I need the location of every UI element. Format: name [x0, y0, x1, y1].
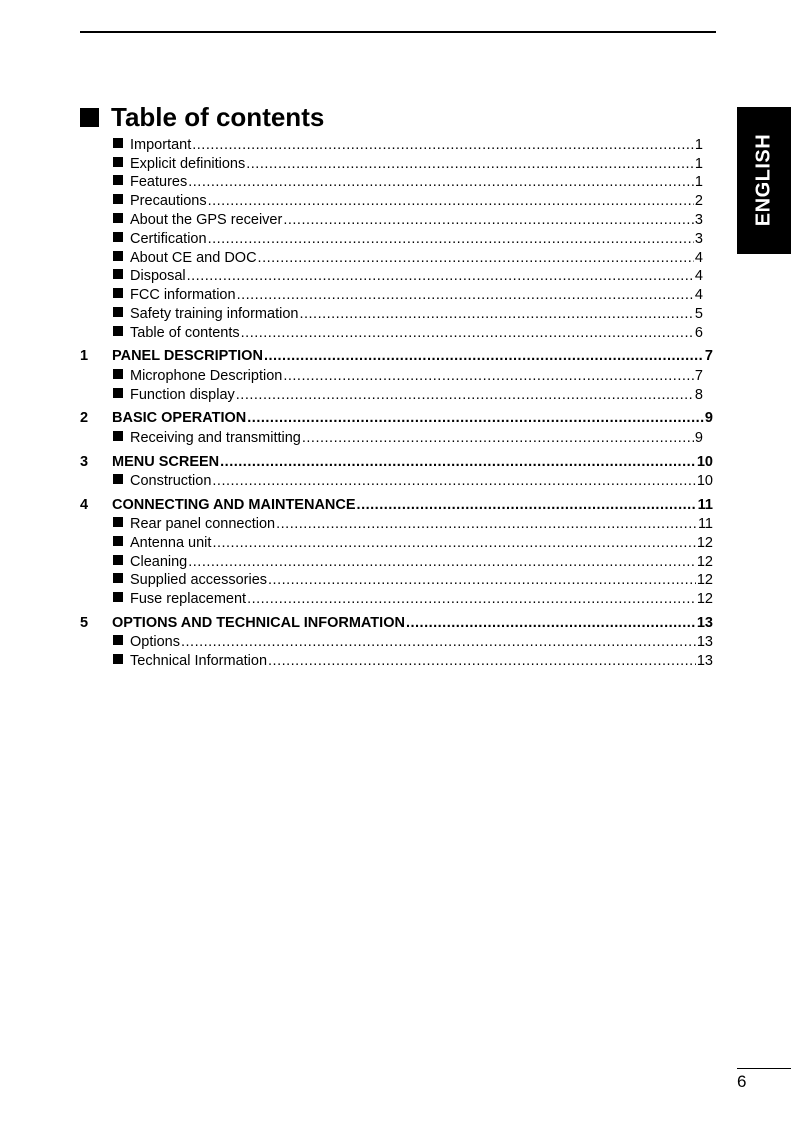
footer-rule [737, 1068, 791, 1069]
dot-leader [208, 192, 694, 210]
dot-leader [246, 155, 694, 173]
toc-entry-gps-receiver[interactable]: About the GPS receiver ..... 3 [113, 211, 703, 229]
dot-leader [181, 633, 696, 651]
square-bullet-icon [113, 388, 123, 398]
square-bullet-icon [113, 307, 123, 317]
page-title-text: Table of contents [111, 101, 325, 132]
square-bullet-icon [113, 269, 123, 279]
toc-entry-table-of-contents[interactable]: Table of contents ..... 6 [113, 324, 703, 342]
dot-leader [268, 571, 696, 589]
toc-entry-important[interactable]: Important ..... 1 [113, 136, 703, 154]
toc-section-3[interactable]: 3 MENU SCREEN ..... 10 [80, 453, 713, 471]
toc-entry-supplied-accessories[interactable]: Supplied accessories ..... 12 [113, 571, 713, 589]
square-bullet-icon [113, 555, 123, 565]
dot-leader [283, 367, 694, 385]
square-bullet-icon [113, 517, 123, 527]
toc-entry-function-display[interactable]: Function display ..... 8 [113, 386, 703, 404]
toc-section-1[interactable]: 1 PANEL DESCRIPTION ..... 7 [80, 347, 713, 365]
toc-entry-precautions[interactable]: Precautions ..... 2 [113, 192, 703, 210]
toc-entry-fcc[interactable]: FCC information ..... 4 [113, 286, 703, 304]
toc-entry-ce-doc[interactable]: About CE and DOC ..... 4 [113, 249, 703, 267]
toc-entry-options[interactable]: Options ..... 13 [113, 633, 713, 651]
dot-leader [212, 472, 695, 490]
dot-leader [192, 136, 694, 154]
square-bullet-icon [113, 431, 123, 441]
dot-leader [247, 590, 696, 608]
square-bullet-icon [113, 251, 123, 261]
toc-entry-disposal[interactable]: Disposal ..... 4 [113, 267, 703, 285]
toc-entry-explicit-definitions[interactable]: Explicit definitions ..... 1 [113, 155, 703, 173]
dot-leader [299, 305, 693, 323]
language-tab-label: ENGLISH [752, 133, 775, 227]
toc-entry-cleaning[interactable]: Cleaning ..... 12 [113, 553, 713, 571]
square-bullet-icon [113, 592, 123, 602]
toc-entry-fuse-replacement[interactable]: Fuse replacement ..... 12 [113, 590, 713, 608]
dot-leader [236, 386, 694, 404]
square-bullet-icon [113, 326, 123, 336]
square-bullet-icon [113, 474, 123, 484]
dot-leader [276, 515, 697, 533]
square-bullet-icon [113, 654, 123, 664]
square-bullet-icon [113, 369, 123, 379]
toc-section-2[interactable]: 2 BASIC OPERATION ..... 9 [80, 409, 713, 427]
square-bullet-icon [113, 175, 123, 185]
dot-leader [188, 553, 696, 571]
dot-leader [264, 347, 704, 365]
dot-leader [237, 286, 694, 304]
square-bullet-icon [113, 157, 123, 167]
square-bullet-icon [113, 288, 123, 298]
dot-leader [187, 267, 694, 285]
dot-leader [212, 534, 695, 552]
toc-entry-safety-training[interactable]: Safety training information ..... 5 [113, 305, 703, 323]
square-bullet-icon [113, 213, 123, 223]
dot-leader [208, 230, 694, 248]
toc-section-4[interactable]: 4 CONNECTING AND MAINTENANCE ..... 11 [80, 496, 713, 514]
dot-leader [241, 324, 694, 342]
toc-entry-construction[interactable]: Construction ..... 10 [113, 472, 713, 490]
toc-entry-technical-information[interactable]: Technical Information ..... 13 [113, 652, 713, 670]
toc-entry-antenna-unit[interactable]: Antenna unit ..... 12 [113, 534, 713, 552]
square-bullet-icon [113, 232, 123, 242]
toc-entry-microphone-description[interactable]: Microphone Description ..... 7 [113, 367, 703, 385]
toc-section-5[interactable]: 5 OPTIONS AND TECHNICAL INFORMATION ..... 13 [80, 614, 713, 632]
dot-leader [247, 409, 704, 427]
dot-leader [302, 429, 694, 447]
toc-entry-receiving-transmitting[interactable]: Receiving and transmitting ..... 9 [113, 429, 703, 447]
dot-leader [357, 496, 697, 514]
dot-leader [268, 652, 696, 670]
dot-leader [258, 249, 694, 267]
square-bullet-icon [113, 138, 123, 148]
dot-leader [406, 614, 696, 632]
square-bullet-icon [113, 536, 123, 546]
square-bullet-icon [113, 635, 123, 645]
dot-leader [220, 453, 696, 471]
dot-leader [283, 211, 694, 229]
toc-entry-rear-panel[interactable]: Rear panel connection ..... 11 [113, 515, 713, 533]
dot-leader [188, 173, 694, 191]
toc-entry-features[interactable]: Features ..... 1 [113, 173, 703, 191]
page-number: 6 [737, 1072, 747, 1091]
square-bullet-icon [113, 573, 123, 583]
square-bullet-icon [113, 194, 123, 204]
toc-entry-certification[interactable]: Certification ..... 3 [113, 230, 703, 248]
